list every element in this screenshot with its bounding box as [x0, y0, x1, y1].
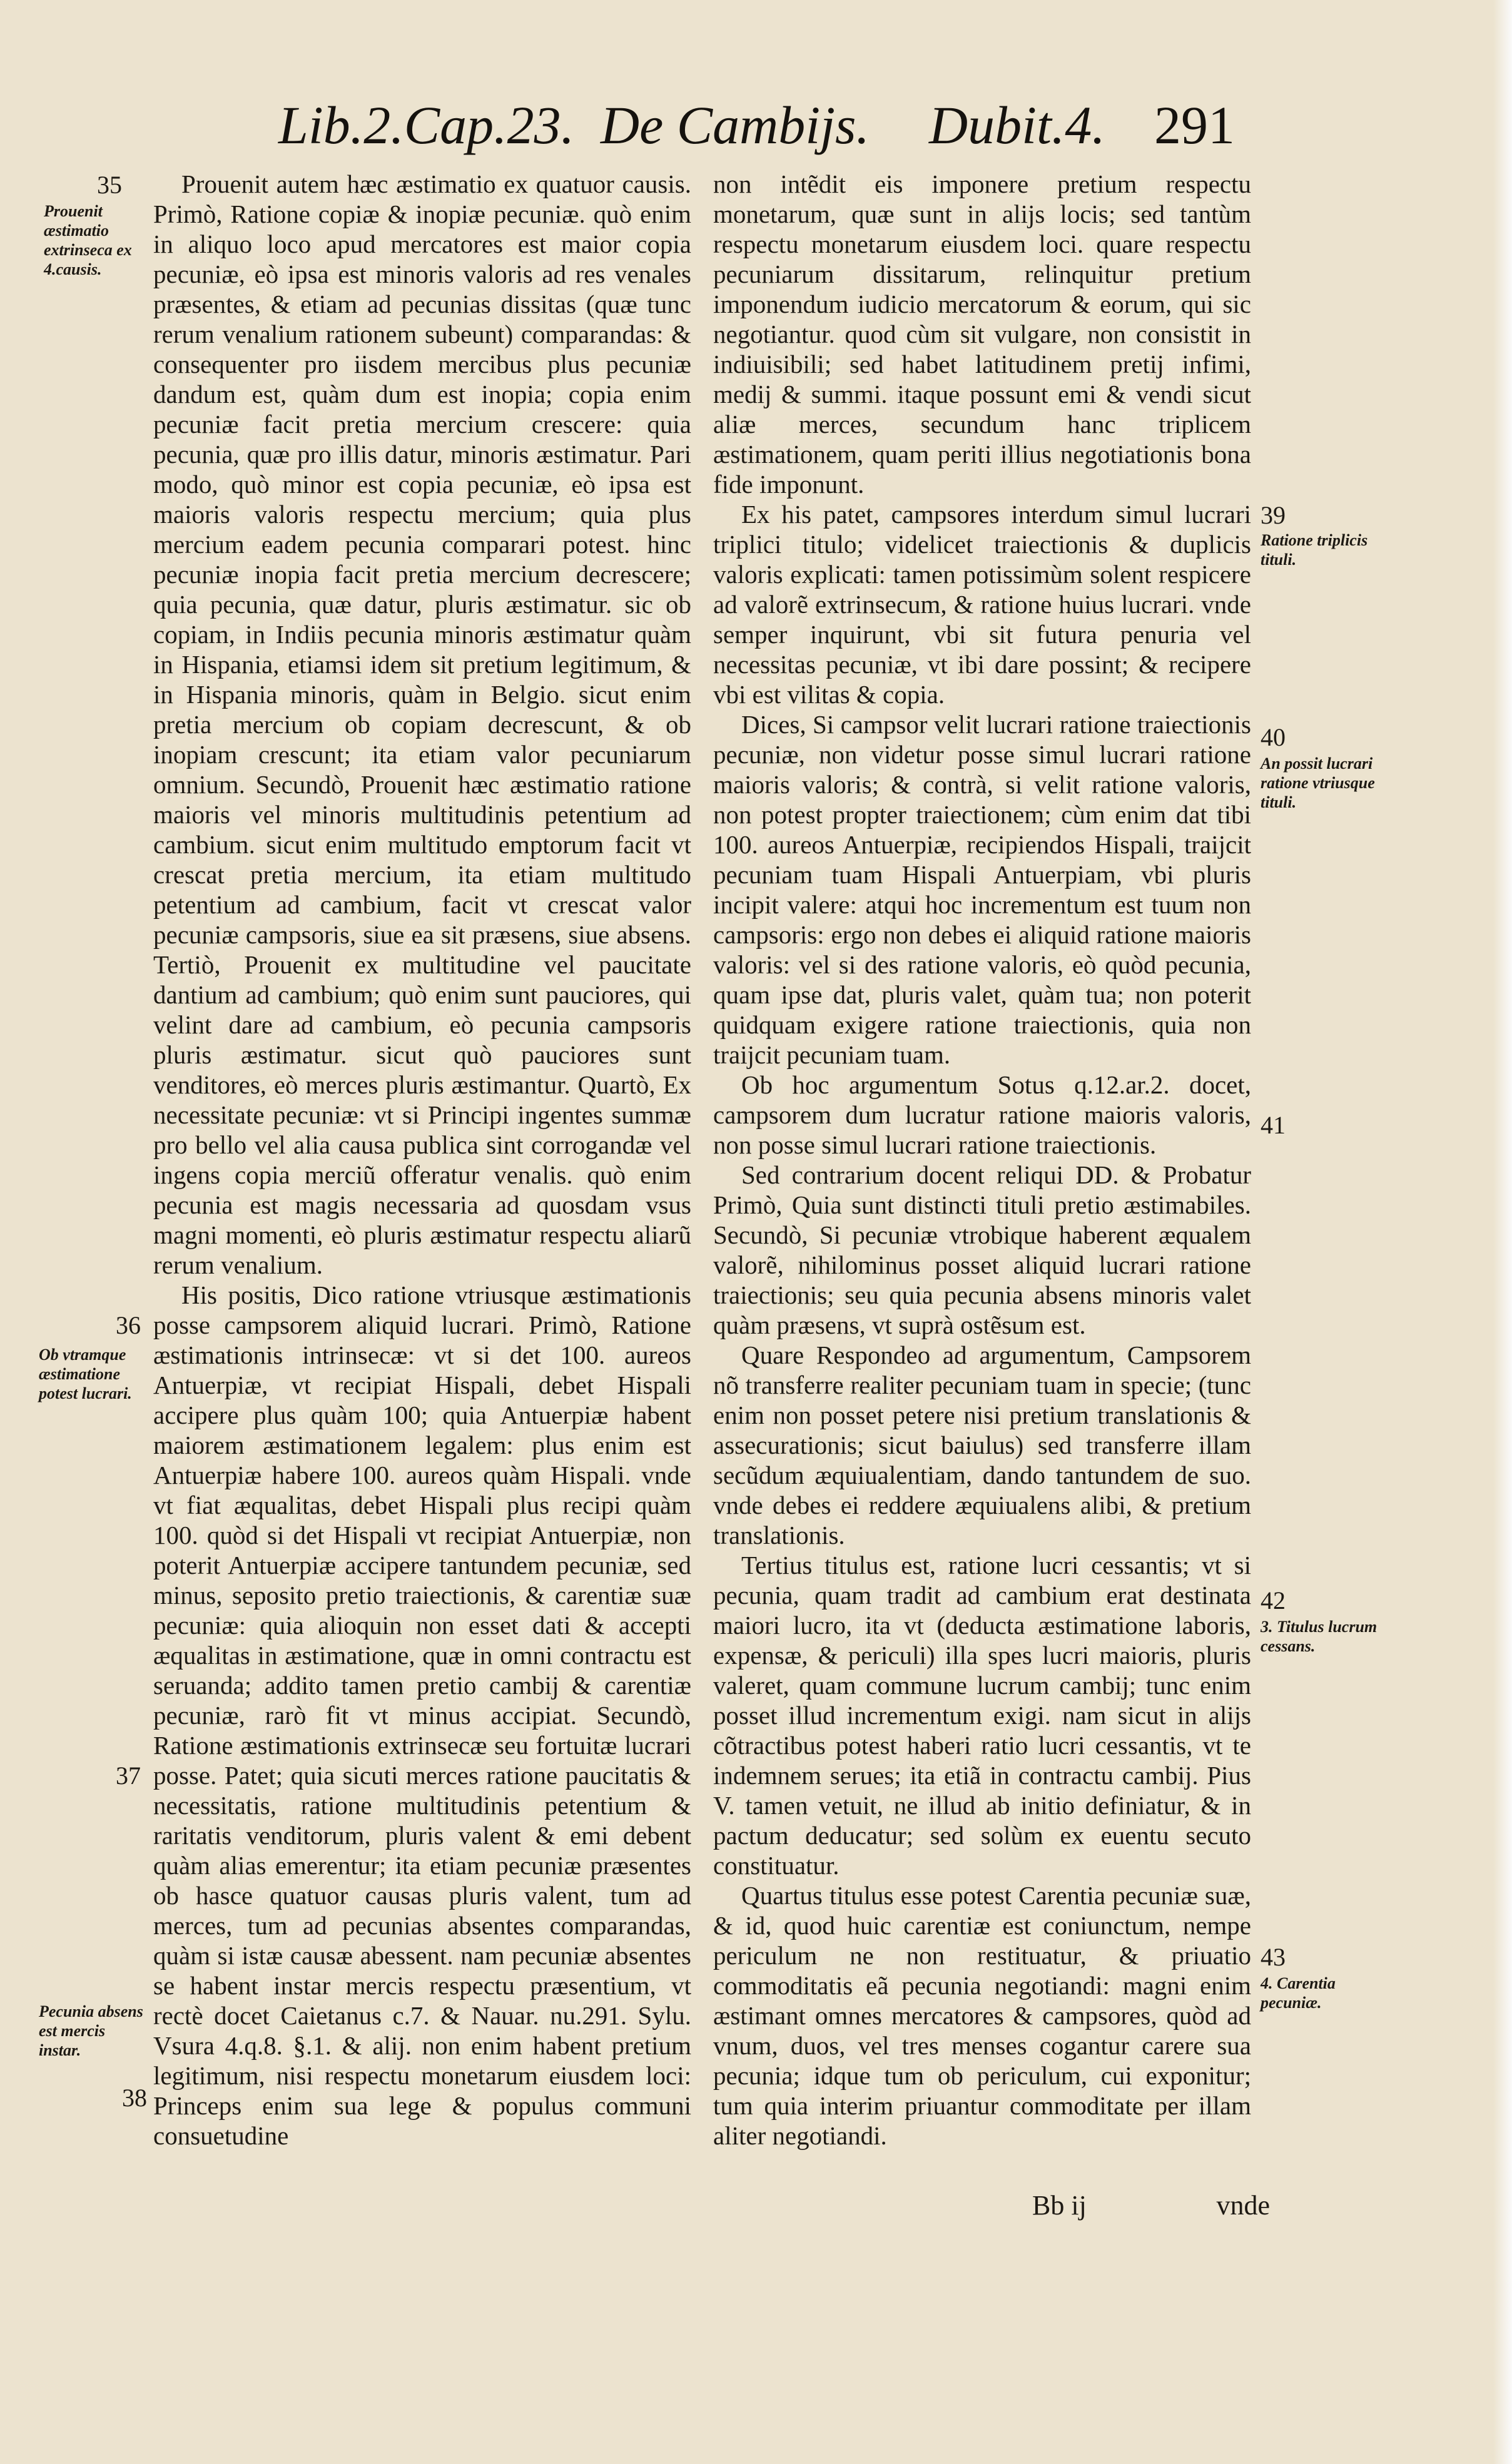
margin-number-35: 35: [97, 171, 122, 199]
margin-note-38: Pecunia absens est mercis instar.: [39, 2002, 143, 2059]
margin-number-43: 43: [1261, 1943, 1286, 1971]
paragraph: Sed contrarium docent reliqui DD. & Probatur Primò, Quia sunt distincti tituli pretio æstimabiles. Secundò, Si pecuniæ vtrobique haberent æqualem valorẽ, nihilominus posset aliquid lucrari ratione traiectionis; seu quia pecunia absens minoris valet quàm præsens, vt suprà ostẽsum est.: [713, 1160, 1251, 1339]
catchword: vnde: [1216, 2190, 1270, 2221]
signature-mark: Bb ij: [1032, 2190, 1087, 2221]
paragraph: Dices, Si campsor velit lucrari ratione traiectionis pecuniæ, non videtur posse simul lucrari ratione maioris valoris; & contrà, si velit ratione valoris, non potest propter traiectionem; cùm enim dat tibi 100. aureos Antuerpiæ, recipiendos Hispali, traijcit pecuniam tuam Hispali Antuerpiam, vbi pluris incipit valere: atqui hoc incrementum est tuum non campsoris: ergo non debes ei aliquid ratione maioris valoris: vel si des ratione valoris, eò quòd pecunia, quam ipse dat, pluris valet, quàm tua; non poterit quidquam exigere ratione traiectionis, quia non traijcit pecuniam tuam.: [713, 710, 1251, 1069]
margin-number-36: 36: [116, 1311, 141, 1339]
margin-note-43: 4. Carentia pecuniæ.: [1261, 1974, 1336, 2012]
dubit-label: Dubit.4.: [929, 95, 1105, 155]
book-chapter-label: Lib.2.Cap.23.: [278, 95, 575, 155]
margin-note-35: Prouenit æstimatio extrinseca ex 4.causis.: [44, 202, 132, 278]
margin-note-39: Ratione triplicis tituli.: [1261, 531, 1368, 569]
running-head: [278, 94, 1254, 163]
right-text-column: [713, 169, 1251, 2171]
paragraph: Prouenit autem hæc æstimatio ex quatuor causis. Primò, Ratione copiæ & inopiæ pecuniæ. quò enim in aliquo loco apud mercatores est maior copia pecuniæ, eò ipsa est minoris valoris ad res venales præsentes, & etiam ad pecunias dissitas (quæ tunc rerum venalium rationem subeunt) comparandas: & consequenter pro iisdem mercibus plus pecuniæ dandum est, quàm dum est inopia; copia enim pecuniæ facit pretia mercium crescere: quia pecunia, quæ pro illis datur, minoris æstimatur. Pari modo, quò minor est copia pecuniæ, eò ipsa est maioris valoris respectu mercium; quia plus mercium eadem pecunia comparari potest. hinc pecuniæ inopia facit pretia mercium decrescere; quia pecunia, quæ datur, pluris æstimatur. sic ob copiam, in Indiis pecunia minoris æstimatur quàm in Hispania, etiamsi idem sit pretium legitimum, & in Hispania minoris, quàm in Belgio. sicut enim pretia mercium ob copiam decrescunt, & ob inopiam crescunt; ita etiam valor pecuniarum omnium. Secundò, Prouenit hæc æstimatio ratione maioris vel minoris multitudinis petentium ad cambium. sicut enim multitudo emptorum facit vt crescat pretia mercium, ita etiam multitudo petentium ad cambium, facit vt crescat valor pecuniæ campsoris, siue ea sit præsens, siue absens. Tertiò, Prouenit ex multitudine vel paucitate dantium ad cambium; quò enim sunt pauciores, qui velint dare ad cambium, eò pecunia campsoris pluris æstimatur. sicut quò pauciores sunt venditores, eò merces pluris æstimantur. Quartò, Ex necessitate pecuniæ: vt si Principi ingentes summæ pro bello vel alia causa publica sint corrogandæ vel ingens copia merciũ offeratur venalis. quò enim pecunia est magis necessaria ad quosdam vsus magni momenti, eò pluris æstimatur respectu aliarũ rerum venalium.: [153, 170, 691, 1279]
margin-number-37: 37: [116, 1762, 141, 1790]
left-text-column: [153, 169, 691, 2171]
margin-number-39: 39: [1261, 501, 1286, 529]
paragraph: Quartus titulus esse potest Carentia pecuniæ suæ, & id, quod huic carentiæ est coniunctum, nempe periculum ne non restituatur, & priuatio commoditatis eã pecunia negotiandi: magni enim æstimant omnes mercatores & campsores, quòd ad vnum, duos, vel tres menses cogantur carere sua pecunia; idque tum ob periculum, cui exponitur; tum quia interim priuantur commoditate per illam aliter negotiandi.: [713, 1881, 1251, 2150]
paragraph: Ob hoc argumentum Sotus q.12.ar.2. docet, campsorem dum lucratur ratione maioris valoris, non posse simul lucrari ratione traiectionis.: [713, 1070, 1251, 1159]
paragraph: Quare Respondeo ad argumentum, Campsorem nõ transferre realiter pecuniam tuam in specie; (tunc enim non posset petere nisi pretium translationis & assecurationis; sicut baiulus) sed transferre illam secũdum æquiualentiam, dando tantundem de suo. vnde debes ei reddere æquiualens alibi, & pretium translationis.: [713, 1341, 1251, 1549]
margin-note-42: 3. Titulus lucrum cessans.: [1261, 1618, 1378, 1655]
section-title: De Cambijs.: [601, 95, 870, 155]
paragraph: Tertius titulus est, ratione lucri cessantis; vt si pecunia, quam tradit ad cambium erat destinata maiori lucro, ita vt (deducta æstimatione laboris, expensæ, & periculi) illa spes lucri maioris, pluris valeret, quam commune lucrum cambij; tunc enim posset illud incrementum exigi. nam sicut in alijs cõtractibus potest haberi ratio lucri cessantis, vt te indemnem serues; ita etiã in contractu cambij. Pius V. tamen vetuit, ne illud ab initio definiatur, & in pactum deducatur; sed solùm ex euentu secuto constituatur.: [713, 1551, 1251, 1880]
margin-number-42: 42: [1261, 1586, 1286, 1615]
margin-note-40: An possit lucrari ratione vtriusque tituli.: [1261, 754, 1375, 811]
margin-number-41: 41: [1261, 1111, 1286, 1139]
margin-number-38: 38: [122, 2084, 147, 2112]
page-footer: [1032, 2189, 1270, 2227]
paragraph: Ex his patet, campsores interdum simul lucrari triplici titulo; videlicet traiectionis & duplicis valoris explicati: tamen potissimùm solent respicere ad valorẽ extrinsecum, & ratione huius lucrari. vnde semper inquirunt, vbi sit futura penuria vel necessitas pecuniæ, vt ibi dare possint; & recipere vbi est vilitas & copia.: [713, 500, 1251, 709]
paragraph: non intẽdit eis imponere pretium respectu monetarum, quæ sunt in alijs locis; sed tantùm respectu monetarum eiusdem loci. quare respectu pecuniarum dissitarum, relinquitur pretium imponendum iudicio mercatorum & eorum, qui sic negotiantur. quod cùm sit vulgare, non consistit in indiuisibili; sed habet latitudinem pretij infimi, medij & summi. itaque possunt emi & vendi sicut aliæ merces, secundum hanc triplicem æstimationem, quam periti illius negotiationis bona fide imponunt.: [713, 170, 1251, 499]
margin-number-40: 40: [1261, 723, 1286, 751]
paragraph: His positis, Dico ratione vtriusque æstimationis posse campsorem aliquid lucrari. Primò, Ratione æstimationis intrinsecæ: vt si det 100. aureos Antuerpiæ, vt recipiat Hispali, debet Hispali accipere plus quàm 100; quia Antuerpiæ habent maiorem æstimationem legalem: plus enim est Antuerpiæ habere 100. aureos quàm Hispali. vnde vt fiat æqualitas, debet Hispali plus recipi quàm 100. quòd si det Hispali vt recipiat Antuerpiæ, non poterit Antuerpiæ accipere tantundem pecuniæ, sed minus, seposito pretio traiectionis, & carentiæ suæ pecuniæ: quia alioquin non esset dati & accepti æqualitas in æstimatione, quæ in omni contractu est seruanda; addito tamen pretio cambij & carentiæ pecuniæ, rarò fit vt minus accipiat. Secundò, Ratione æstimationis extrinsecæ seu fortuitæ lucrari posse. Patet; quia sicuti merces ratione paucitatis & necessitatis, ratione multitudinis petentium & raritatis venditorum, pluris valent & emi debent quàm alias emerentur; ita etiam pecuniæ præsentes ob hasce quatuor causas pluris valent, tum ad merces, tum ad pecunias absentes comparandas, quàm si istæ causæ abessent. nam pecuniæ absentes se habent instar mercis respectu præsentium, vt rectè docet Caietanus c.7. & Nauar. nu.291. Sylu. Vsura 4.q.8. §.1. & alij. non enim habent pretium legitimum, nisi respectu monetarum eiusdem loci: Princeps enim sua lege & populus communi consuetudine: [153, 1280, 691, 2150]
page-number: 291: [1154, 95, 1235, 155]
margin-note-36: Ob vtramque æstimatione potest lucrari.: [39, 1346, 132, 1402]
